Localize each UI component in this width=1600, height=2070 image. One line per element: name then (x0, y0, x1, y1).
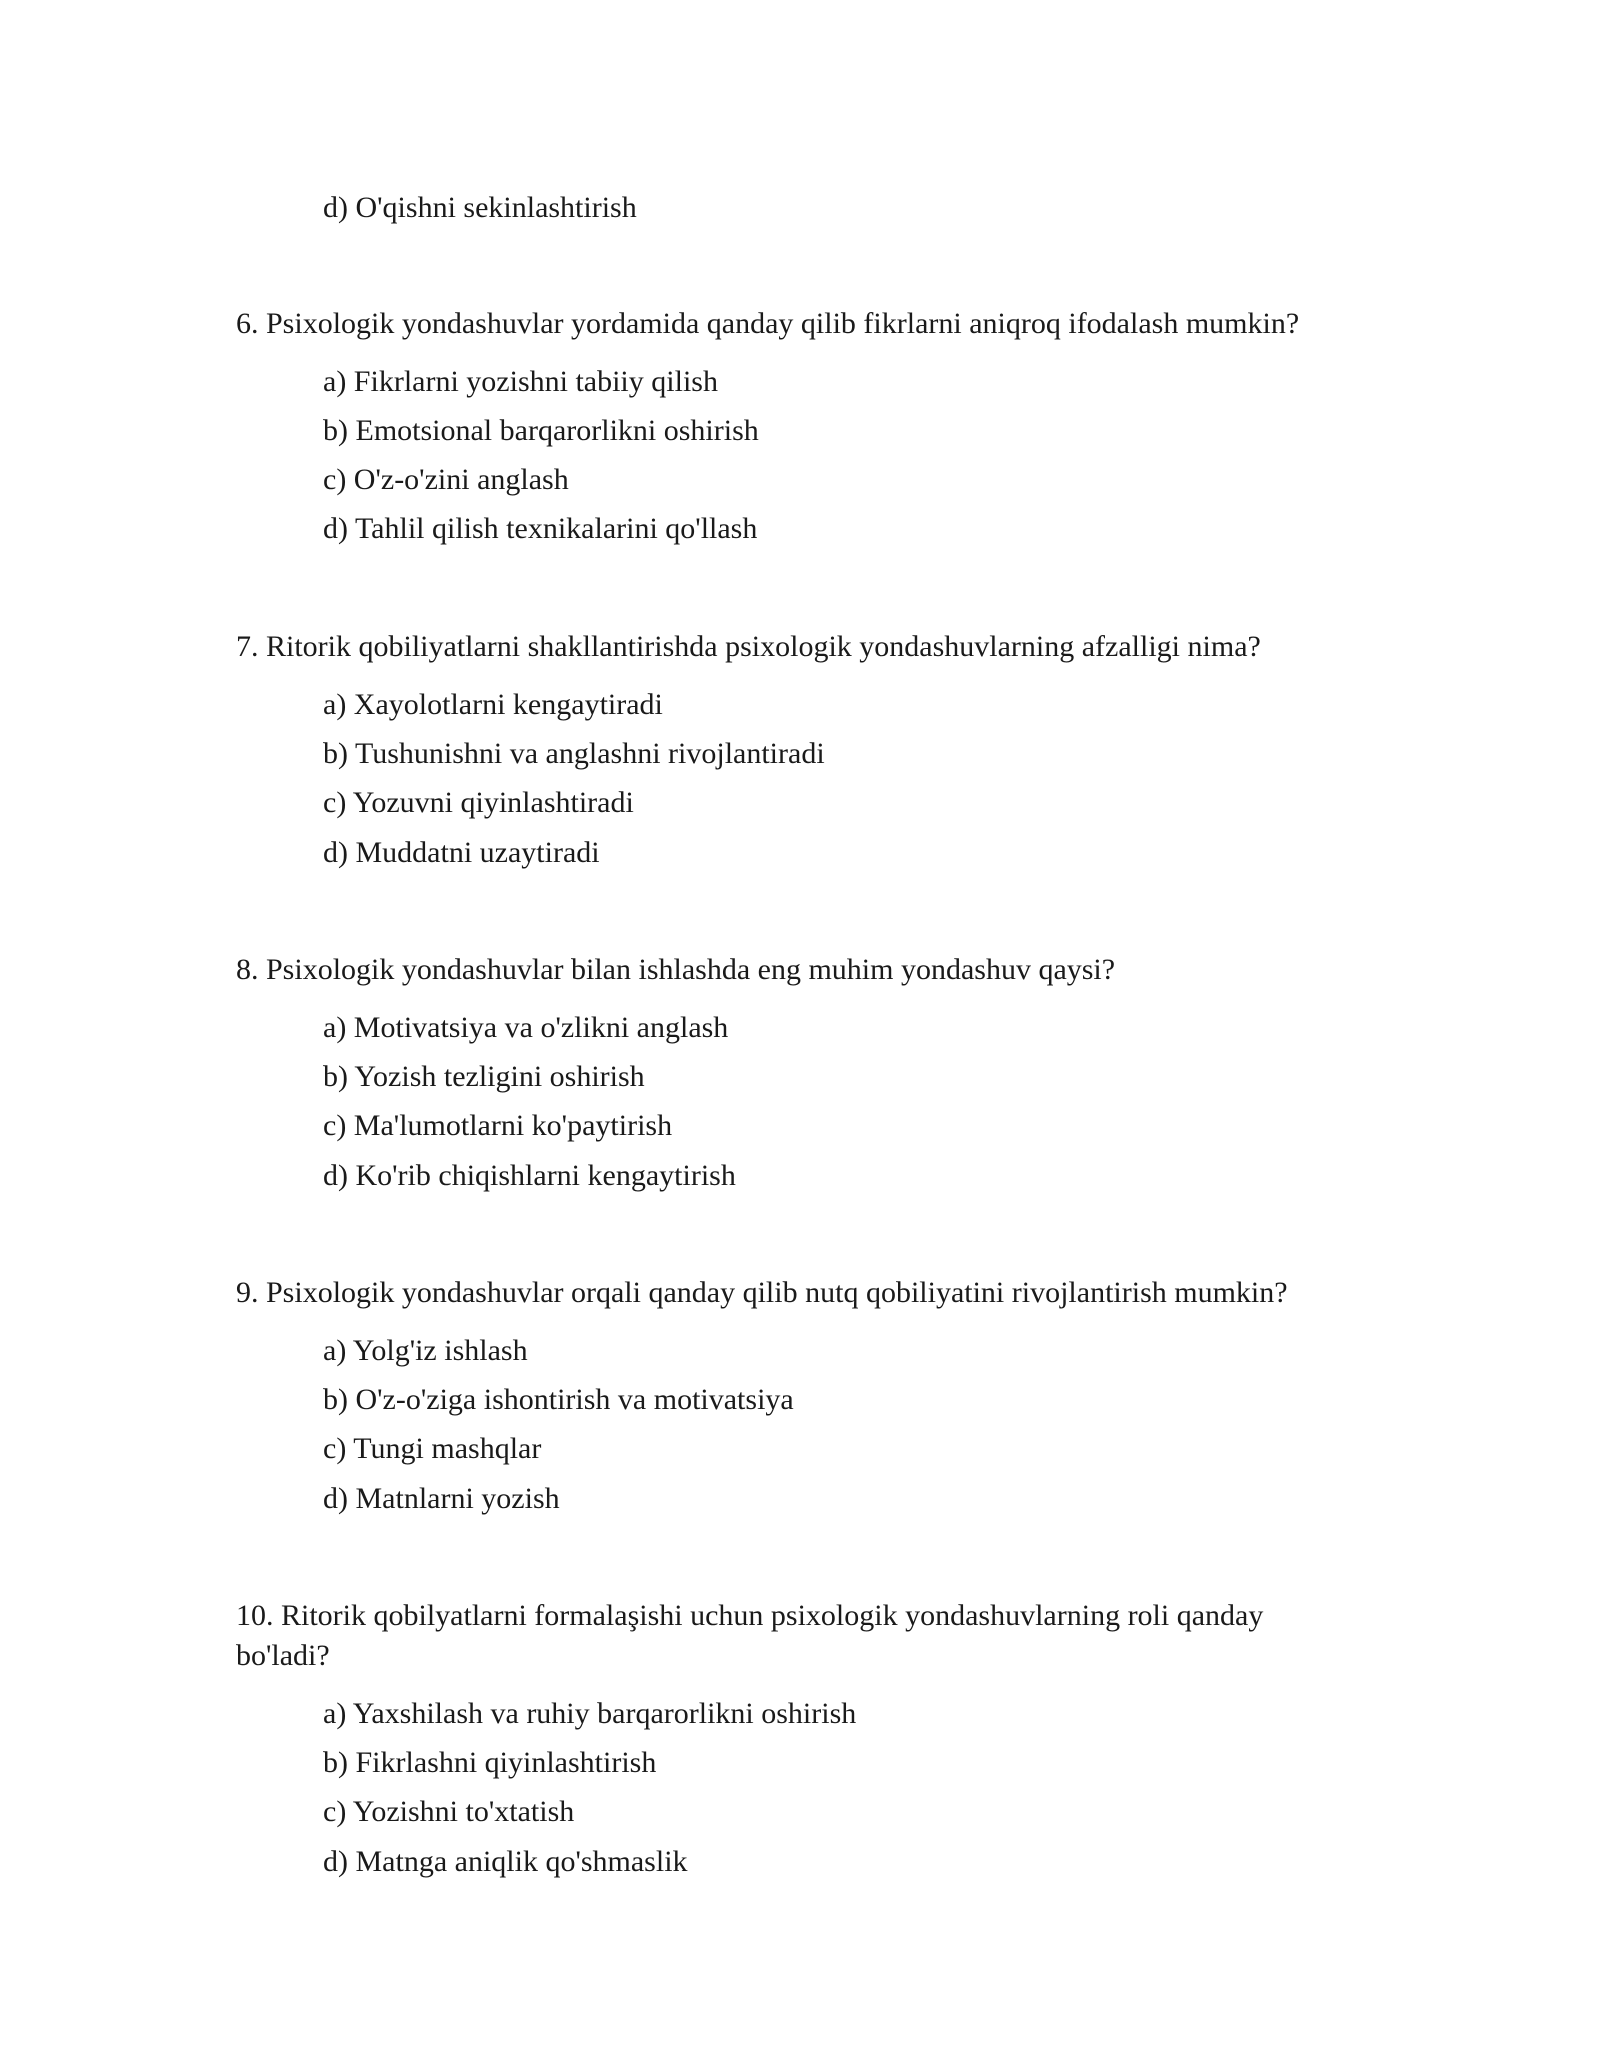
question-8-option-d: d) Ko'rib chiqishlarni kengaytirish (323, 1159, 736, 1192)
question-8-option-a: a) Motivatsiya va o'zlikni anglash (323, 1011, 729, 1044)
question-10-option-d: d) Matnga aniqlik qo'shmaslik (323, 1845, 688, 1878)
question-8-option-c: c) Ma'lumotlarni ko'paytirish (323, 1109, 673, 1142)
question-7-text: 7. Ritorik qobiliyatlarni shakllantirishda psixologik yondashuvlarning afzalligi nima? (236, 630, 1261, 663)
question-6-option-a: a) Fikrlarni yozishni tabiiy qilish (323, 365, 718, 398)
question-7-option-a: a) Xayolotlarni kengaytiradi (323, 688, 663, 721)
question-9-option-a: a) Yolg'iz ishlash (323, 1334, 528, 1367)
question-9-text: 9. Psixologik yondashuvlar orqali qanday qilib nutq qobiliyatini rivojlantirish mumkin? (236, 1276, 1288, 1309)
question-7-option-b: b) Tushunishni va anglashni rivojlantiradi (323, 737, 825, 770)
question-6-option-b: b) Emotsional barqarorlikni oshirish (323, 414, 759, 447)
prev-question-option-d: d) O'qishni sekinlashtirish (323, 191, 637, 224)
question-10-option-c: c) Yozishni to'xtatish (323, 1795, 575, 1828)
question-7-option-d: d) Muddatni uzaytiradi (323, 836, 600, 869)
question-7-option-c: c) Yozuvni qiyinlashtiradi (323, 786, 634, 819)
question-8-text: 8. Psixologik yondashuvlar bilan ishlashda eng muhim yondashuv qaysi? (236, 953, 1116, 986)
question-6-option-d: d) Tahlil qilish texnikalarini qo'llash (323, 512, 758, 545)
question-10-option-a: a) Yaxshilash va ruhiy barqarorlikni oshirish (323, 1697, 857, 1730)
question-10-option-b: b) Fikrlashni qiyinlashtirish (323, 1746, 657, 1779)
question-9-option-c: c) Tungi mashqlar (323, 1432, 542, 1465)
question-6-option-c: c) O'z-o'zini anglash (323, 463, 569, 496)
question-8-option-b: b) Yozish tezligini oshirish (323, 1060, 645, 1093)
question-10-text: 10. Ritorik qobilyatlarni formalaşishi uchun psixologik yondashuvlarning roli qanday bo'ladi? (236, 1599, 1264, 1672)
question-6-text: 6. Psixologik yondashuvlar yordamida qanday qilib fikrlarni aniqroq ifodalash mumkin? (236, 307, 1300, 340)
question-9-option-d: d) Matnlarni yozish (323, 1482, 560, 1515)
question-9-option-b: b) O'z-o'ziga ishontirish va motivatsiya (323, 1383, 794, 1416)
